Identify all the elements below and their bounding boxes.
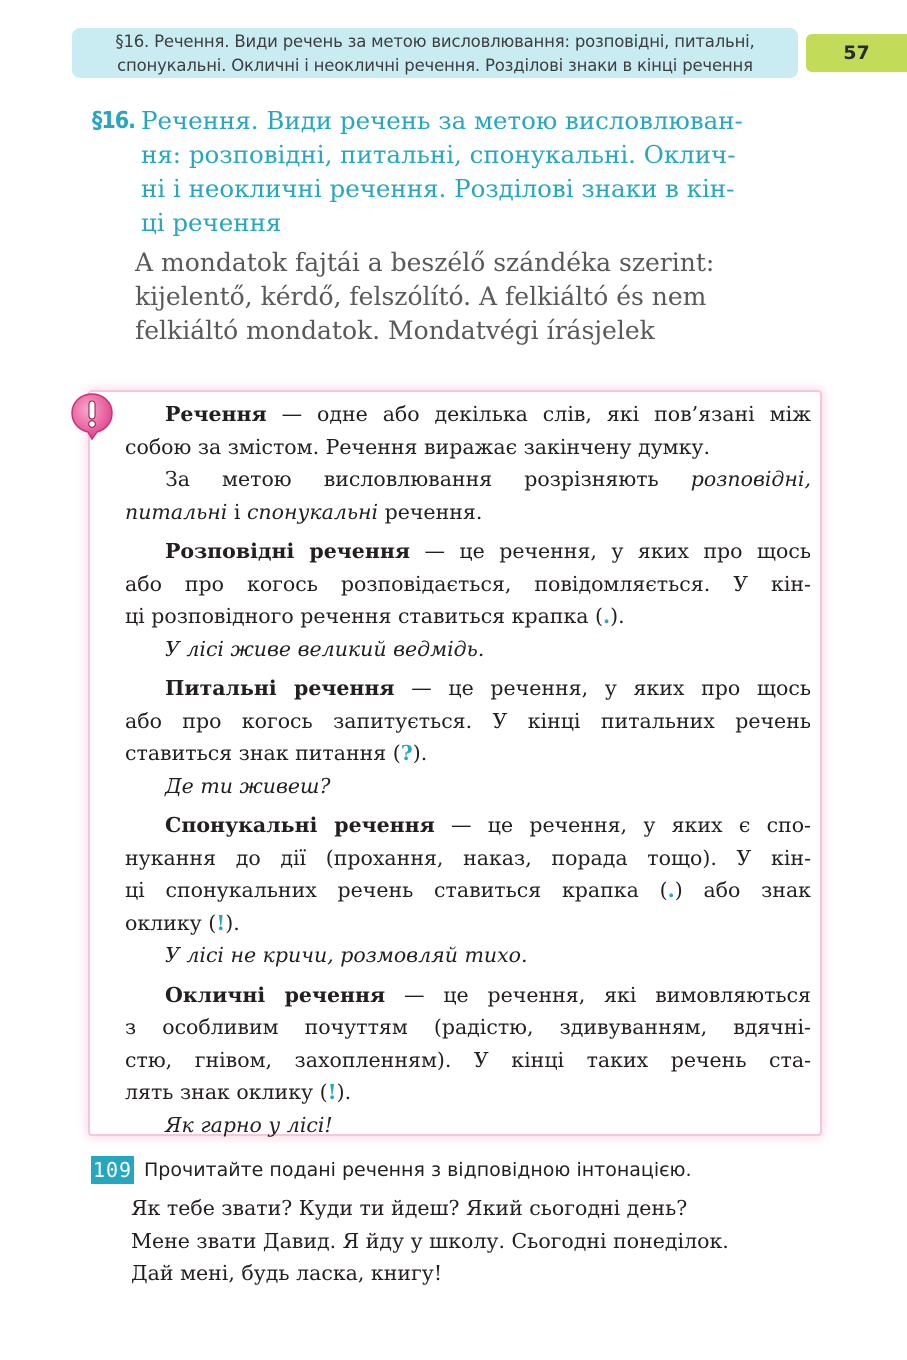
rule-p2-line-1 [125,463,811,496]
example-imperative: У лісі не кричи, розмовляй тихо. [165,943,528,967]
section-title [92,104,822,240]
rule-p6-line-2: з особливим почуттям (радістю, здивуванням, вдячні- [125,1015,811,1039]
subtitle-line-2: kijelentő, kérdő, felszólító. A felkiáltó és nem [135,282,707,311]
title-line-2: ня: розповідні, питальні, спонукальні. Оклич- [141,140,736,169]
rule-p5-line-4 [125,907,811,940]
exercise-line-3: Дай мені, будь ласка, книгу! [131,1261,443,1285]
rule-p4-line-3 [125,737,811,770]
example-exclamatory: Як гарно у лісі! [165,1112,333,1137]
rule-text [125,398,811,1141]
section-number: §16. [92,108,135,134]
title-line-4: ці речення [141,208,282,237]
text: ). [225,910,240,935]
subtitle-line-1: A mondatok fajtái a beszélő szándéka szerint: [135,248,715,277]
term-exclamatory: Окличні речення [165,982,386,1007]
text: — одне або декілька слів, які пов’язані між [266,402,811,426]
exercise-line-1: Як тебе звати? Куди ти йдеш? Який сьогодні день? [131,1196,688,1220]
text: ставиться знак питання ( [125,741,401,765]
period-mark: . [667,878,675,902]
exclamation-mark: ! [327,1080,337,1104]
term-sentence: Речення [165,402,267,426]
rule-p1-line-1 [125,398,811,431]
rule-p3-line-1 [125,535,811,568]
running-head-line-2: спонукальні. Окличні і неокличні речення. Розділові знаки в кінці речення [117,56,753,75]
rule-p6-line-3: стю, гнівом, захопленням). У кінці таких речень ста- [125,1047,811,1072]
text: — це речення, у яких є спо- [434,813,811,837]
text: — це речення, у яких про щось [410,539,811,563]
exercise-sentences [131,1192,831,1290]
text: ) або знак [674,878,811,902]
rule-p5-line-1 [125,809,811,842]
exercise-line-2: Мене звати Давид. Я йду у школу. Сьогодні понеділок. [131,1228,729,1253]
text: ці розповідного речення ставиться крапка ( [125,604,603,628]
example-declarative: У лісі живе великий ведмідь. [165,636,485,661]
subtitle-line-3: felkiáltó mondatok. Mondatvégi írásjelek [135,316,655,345]
exercise-number-badge: 109 [92,1158,133,1182]
exclamation-icon [70,392,114,440]
section-subtitle [135,246,825,348]
title-line-3: ні і неокличні речення. Розділові знаки в кін- [141,174,735,203]
page-number: 57 [806,34,907,72]
term-imperative: Спонукальні речення [165,813,435,837]
text: речення. [378,499,483,524]
rule-p3-line-2: або про когось розповідається, повідомляється. У кін- [125,571,811,596]
rule-p6-line-1 [125,979,811,1012]
text: і [227,499,247,524]
running-head-line-1: §16. Речення. Види речень за метою висловлювання: розповідні, питальні, [115,32,755,51]
question-mark: ? [400,741,413,765]
exercise-instruction: Прочитайте подані речення з відповідною інтонацією. [144,1159,692,1181]
italic-term: розповідні, [690,467,811,491]
text: оклику ( [125,910,217,935]
rule-p1-line-2: собою за змістом. Речення виражає закінчену думку. [125,434,711,459]
text: ). [412,741,428,765]
text: — це речення, які вимовляються [385,982,811,1007]
rule-p4-line-1 [125,672,811,705]
text: ці спонукальних речень ставиться крапка ( [125,878,668,902]
text: лять знак оклику ( [125,1080,328,1104]
term-declarative: Розповідні речення [165,539,410,563]
example-interrogative: Де ти живеш? [165,773,331,798]
exclamation-mark: ! [216,910,226,935]
text: За метою висловлювання розрізняють [165,467,691,491]
text: — це речення, у яких про щось [394,676,811,700]
rule-p4-line-2: або про когось запитується. У кінці питальних речень [125,708,811,733]
rule-p5-line-2: нукання до дії (прохання, наказ, порада тощо). У кін- [125,845,811,870]
text: ). [336,1080,352,1104]
italic-term: спонукальні [246,499,379,524]
rule-p2-line-2 [125,496,811,529]
text: ). [610,604,625,628]
rule-p5-line-3 [125,874,811,907]
running-head [72,28,798,78]
period-mark: . [603,604,611,628]
rule-p3-line-3 [125,600,811,633]
title-line-1: Речення. Види речень за метою висловлюван- [141,106,743,135]
term-interrogative: Питальні речення [165,676,395,700]
rule-p6-line-4 [125,1076,811,1109]
italic-term: питальні [125,499,228,524]
